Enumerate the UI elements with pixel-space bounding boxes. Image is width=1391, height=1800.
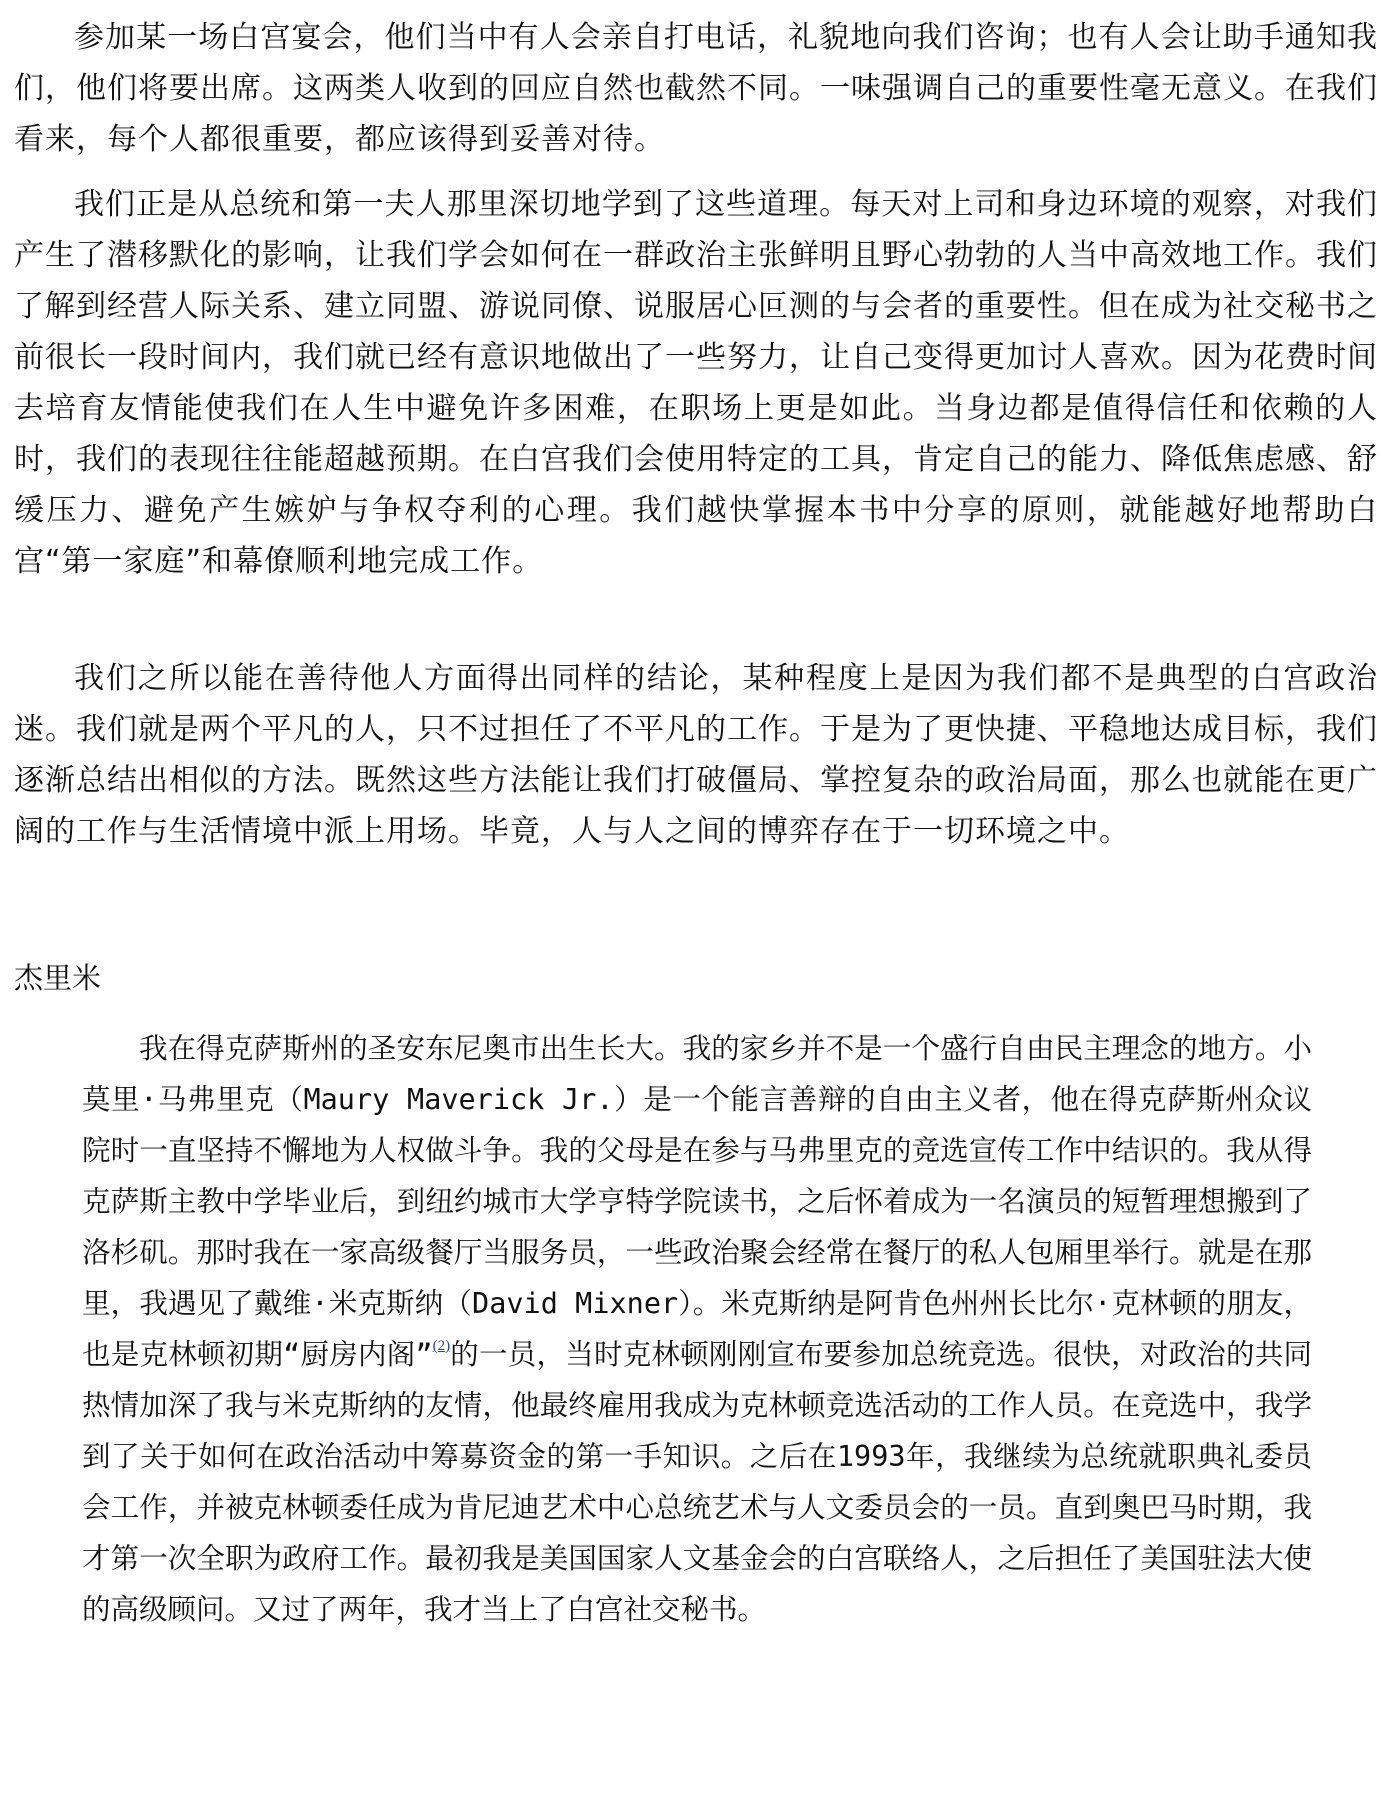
body-paragraph-1: 参加某一场白宫宴会，他们当中有人会亲自打电话，礼貌地向我们咨询；也有人会让助手通知我们，他们将要出席。这两类人收到的回应自然也截然不同。一味强调自己的重要性毫无意义。在我们看来，每个人都很重要，都应该得到妥善对待。 <box>14 20 1378 157</box>
section-paragraph <box>82 1023 1312 1635</box>
section-heading: 杰里米 <box>14 961 102 995</box>
section-paragraph-text-after-note: 的一员，当时克林顿刚刚宣布要参加总统竞选。很快，对政治的共同热情加深了我与米克斯纳的友情，他最终雇用我成为克林顿竞选活动的工作人员。在竞选中，我学到了关于如何在政治活动中筹募资金的第一手知识。之后在1993年，我继续为总统就职典礼委员会工作，并被克林顿委任成为肯尼迪艺术中心总统艺术与人文委员会的一员。直到奥巴马时期，我才第一次全职为政府工作。最初我是美国国家人文基金会的白宫联络人，之后担任了美国驻法大使的高级顾问。又过了两年，我才当上了白宫社交秘书。 <box>82 1338 1312 1626</box>
body-paragraph-3: 我们之所以能在善待他人方面得出同样的结论，某种程度上是因为我们都不是典型的白宫政治迷。我们就是两个平凡的人，只不过担任了不平凡的工作。于是为了更快捷、平稳地达成目标，我们逐渐总结出相似的方法。既然这些方法能让我们打破僵局、掌控复杂的政治局面，那么也就能在更广阔的工作与生活情境中派上用场。毕竟，人与人之间的博弈存在于一切环境之中。 <box>14 661 1378 849</box>
body-paragraph-2: 我们正是从总统和第一夫人那里深切地学到了这些道理。每天对上司和身边环境的观察，对我们产生了潜移默化的影响，让我们学会如何在一群政治主张鲜明且野心勃勃的人当中高效地工作。我们了解到经营人际关系、建立同盟、游说同僚、说服居心叵测的与会者的重要性。但在成为社交秘书之前很长一段时间内，我们就已经有意识地做出了一些努力，让自己变得更加讨人喜欢。因为花费时间去培育友情能使我们在人生中避免许多困难，在职场上更是如此。当身边都是值得信任和依赖的人时，我们的表现往往能超越预期。在白宫我们会使用特定的工具，肯定自己的能力、降低焦虑感、舒缓压力、避免产生嫉妒与争权夺利的心理。我们越快掌握本书中分享的原则，就能越好地帮助白宫“第一家庭”和幕僚顺利地完成工作。 <box>14 187 1378 579</box>
footnote-link[interactable]: (2) <box>432 1338 451 1354</box>
section-paragraph-text-before-note: 我在得克萨斯州的圣安东尼奥市出生长大。我的家乡并不是一个盛行自由民主理念的地方。小莫里·马弗里克（Maury Maverick Jr.）是一个能言善辩的自由主义者，他在得克萨斯州众议院时一直坚持不懈地为人权做斗争。我的父母是在参与马弗里克的竞选宣传工作中结识的。我从得克萨斯主教中学毕业后，到纽约城市大学亨特学院读书，之后怀着成为一名演员的短暂理想搬到了洛杉矶。那时我在一家高级餐厅当服务员，一些政治聚会经常在餐厅的私人包厢里举行。就是在那里，我遇见了戴维·米克斯纳（David Mixner）。米克斯纳是阿肯色州州长比尔·克林顿的朋友，也是克林顿初期“厨房内阁” <box>82 1032 1312 1371</box>
